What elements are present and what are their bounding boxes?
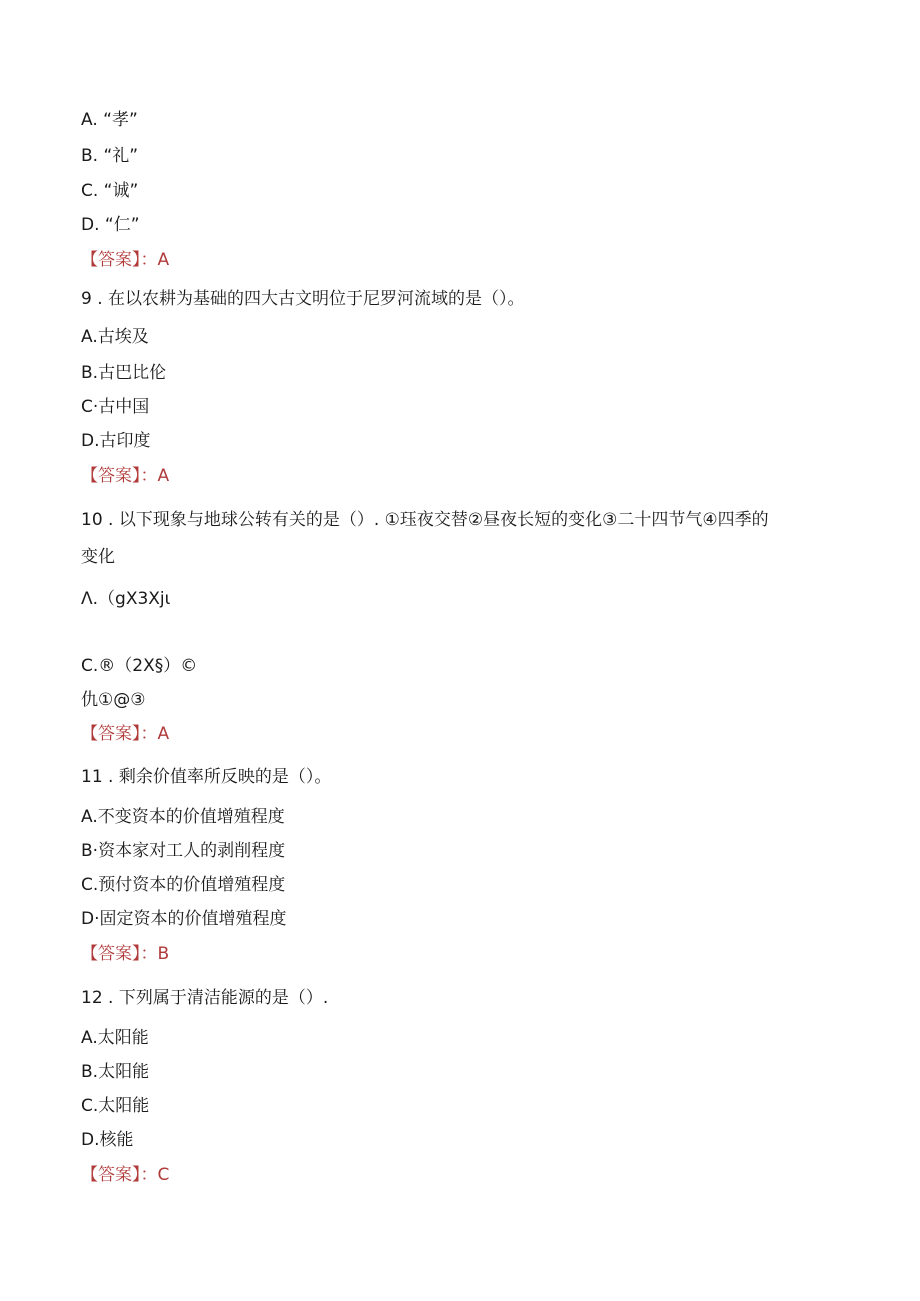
answer-label: 【答案】：B [81, 944, 170, 964]
option-garbled: Λ.（gX3Xjι [81, 589, 171, 609]
option-b: B.古巴比伦 [81, 363, 167, 383]
option-d: D·固定资本的价值增殖程度 [81, 909, 287, 929]
option-a: A.太阳能 [81, 1028, 149, 1048]
answer-label: 【答案】：A [81, 250, 170, 270]
answer-label: 【答案】：A [81, 466, 170, 486]
option-a: A.不变资本的价值增殖程度 [81, 807, 285, 827]
question-stem: 9 . 在以农耕为基础的四大古文明位于尼罗河流域的是（）。 [81, 289, 525, 309]
answer-label: 【答案】：A [81, 724, 170, 744]
question-stem: 11 . 剩余价值率所反映的是（）。 [81, 767, 332, 787]
answer-label: 【答案】：C [81, 1165, 170, 1185]
question-stem-continued: 变化 [81, 547, 115, 567]
option-b: B. “礼” [81, 146, 139, 166]
option-d: D.核能 [81, 1130, 134, 1150]
option-c: C.预付资本的价值增殖程度 [81, 875, 286, 895]
option-a: A. “孝” [81, 110, 138, 130]
option-d: D.古印度 [81, 431, 151, 451]
option-garbled: C.®（2X§）© [81, 656, 198, 676]
option-c: C.太阳能 [81, 1096, 150, 1116]
option-c: C. “诚” [81, 181, 139, 201]
option-a: A.古埃及 [81, 327, 149, 347]
question-stem: 10 . 以下现象与地球公转有关的是（）. ①珏夜交替②昼夜长短的变化③二十四节气④四季的 [81, 510, 769, 530]
option-b: B·资本家对工人的剥削程度 [81, 841, 286, 861]
option-garbled: 仇①@③ [81, 690, 146, 710]
option-d: D. “仁” [81, 215, 140, 235]
option-b: B.太阳能 [81, 1062, 150, 1082]
question-stem: 12 . 下列属于清洁能源的是（）. [81, 988, 329, 1008]
option-c: C·古中国 [81, 397, 150, 417]
